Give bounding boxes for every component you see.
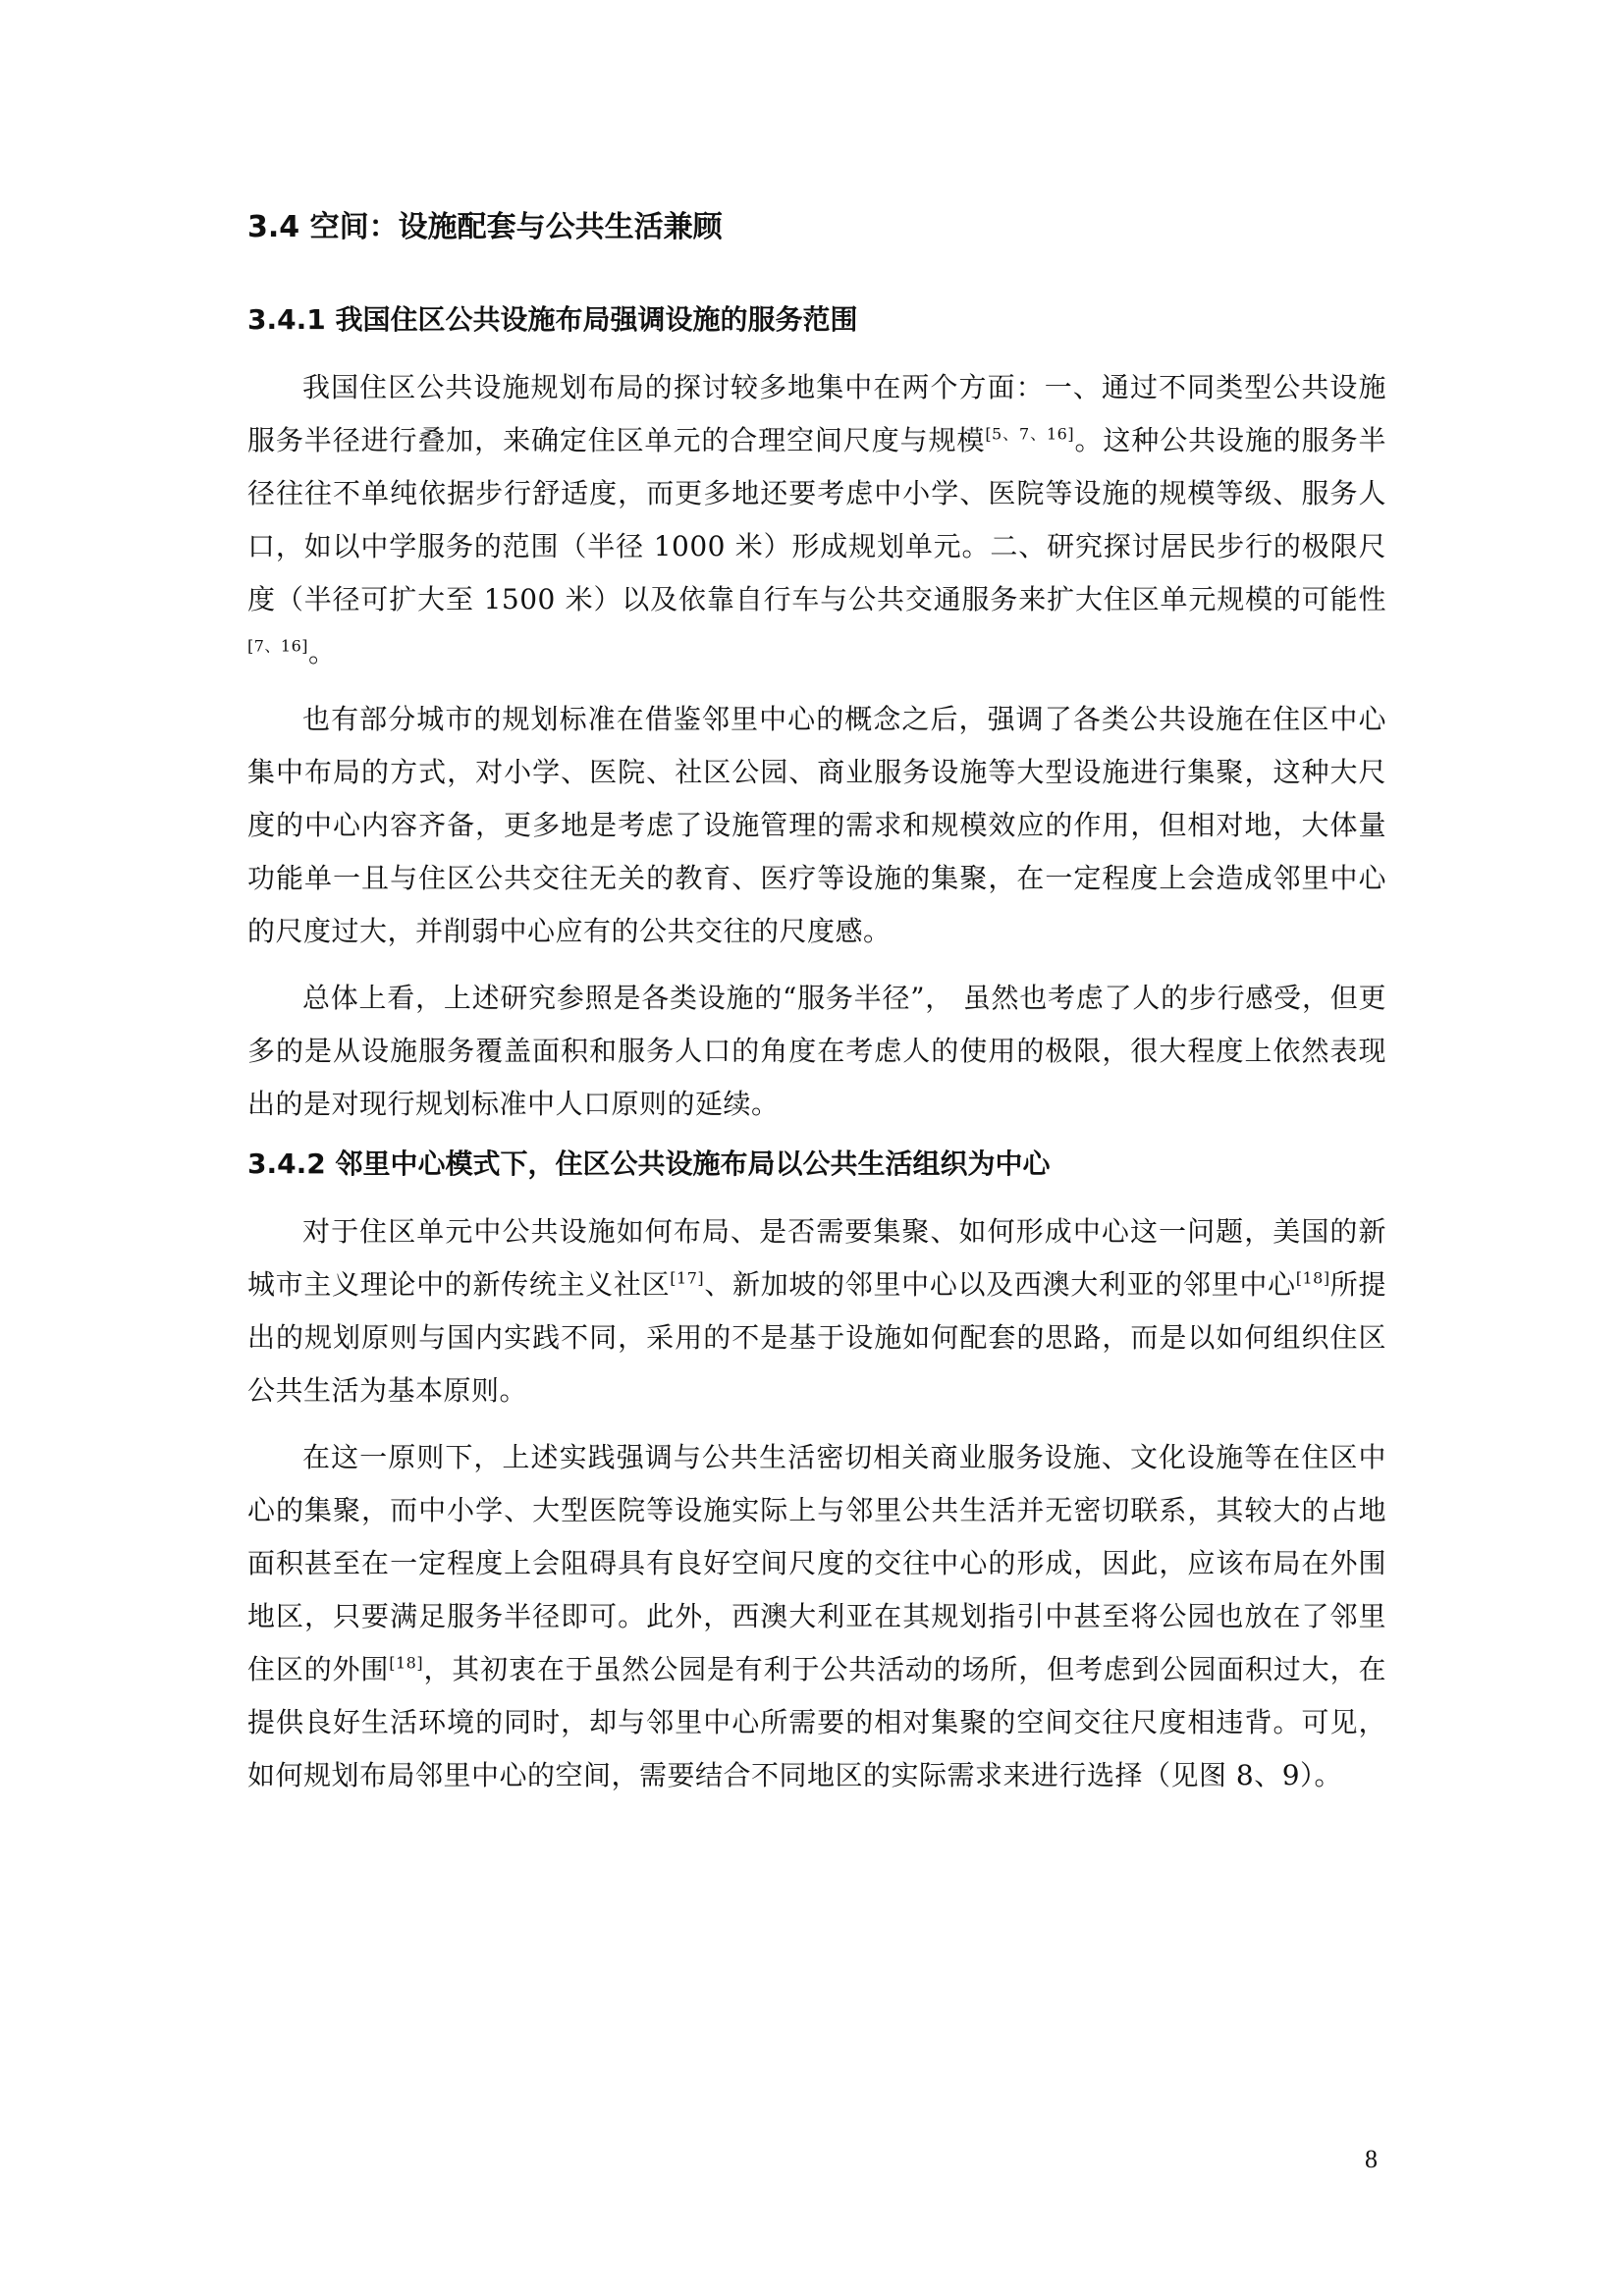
paragraph: 也有部分城市的规划标准在借鉴邻里中心的概念之后，强调了各类公共设施在住区中心集中布局的方式，对小学、医院、社区公园、商业服务设施等大型设施进行集聚，这种大尺度的中心内容齐备，更多地是考虑了设施管理的需求和规模效应的作用，但相对地，大体量功能单一且与住区公共交往无关的教育、医疗等设施的集聚，在一定程度上会造成邻里中心的尺度过大，并削弱中心应有的公共交往的尺度感。 [247, 703, 1386, 947]
page-number: 8 [1365, 2145, 1378, 2173]
paragraph: 在这一原则下，上述实践强调与公共生活密切相关商业服务设施、文化设施等在住区中心的集聚，而中小学、大型医院等设施实际上与邻里公共生活并无密切联系，其较大的占地面积甚至在一定程度上会阻碍具有良好空间尺度的交往中心的形成，因此，应该布局在外围地区，只要满足服务半径即可。此外，西澳大利亚在其规划指引中甚至将公园也放在了邻里住区的外围[18]，其初衷在于虽然公园是有利于公共活动的场所，但考虑到公园面积过大，在提供良好生活环境的同时，却与邻里中心所需要的相对集聚的空间交往尺度相违背。可见，如何规划布局邻里中心的空间，需要结合不同地区的实际需求来进行选择（见图 8、9）。 [247, 1441, 1386, 1791]
paragraph: 我国住区公共设施规划布局的探讨较多地集中在两个方面：一、通过不同类型公共设施服务半径进行叠加，来确定住区单元的合理空间尺度与规模[5、7、16]。这种公共设施的服务半径往往不单纯依据步行舒适度，而更多地还要考虑中小学、医院等设施的规模等级、服务人口，如以中学服务的范围（半径 1000 米）形成规划单元。二、研究探讨居民步行的极限尺度（半径可扩大至 1500 米）以及依靠自行车与公共交通服务来扩大住区单元规模的可能性[7、16]。 [247, 371, 1386, 668]
paragraph: 对于住区单元中公共设施如何布局、是否需要集聚、如何形成中心这一问题，美国的新城市主义理论中的新传统主义社区[17]、新加坡的邻里中心以及西澳大利亚的邻里中心[18]所提出的规划原则与国内实践不同，采用的不是基于设施如何配套的思路，而是以如何组织住区公共生活为基本原则。 [247, 1215, 1386, 1407]
citation: [7、16] [247, 636, 309, 656]
subsection-title-3-4-2: 3.4.2 邻里中心模式下，住区公共设施布局以公共生活组织为中心 [247, 1148, 1051, 1180]
section-title: 3.4 空间：设施配套与公共生活兼顾 [247, 210, 723, 244]
citation: [5、7、16] [985, 424, 1075, 444]
subsection-title-3-4-1: 3.4.1 我国住区公共设施布局强调设施的服务范围 [247, 303, 858, 336]
citation: [18] [1295, 1268, 1330, 1288]
citation: [18] [389, 1653, 424, 1673]
citation: [17] [670, 1268, 705, 1288]
paragraph: 总体上看，上述研究参照是各类设施的“服务半径”， 虽然也考虑了人的步行感受，但更多的是从设施服务覆盖面积和服务人口的角度在考虑人的使用的极限，很大程度上依然表现出的是对现行规划标准中人口原则的延续。 [247, 982, 1386, 1120]
page-content [247, 206, 1386, 1816]
